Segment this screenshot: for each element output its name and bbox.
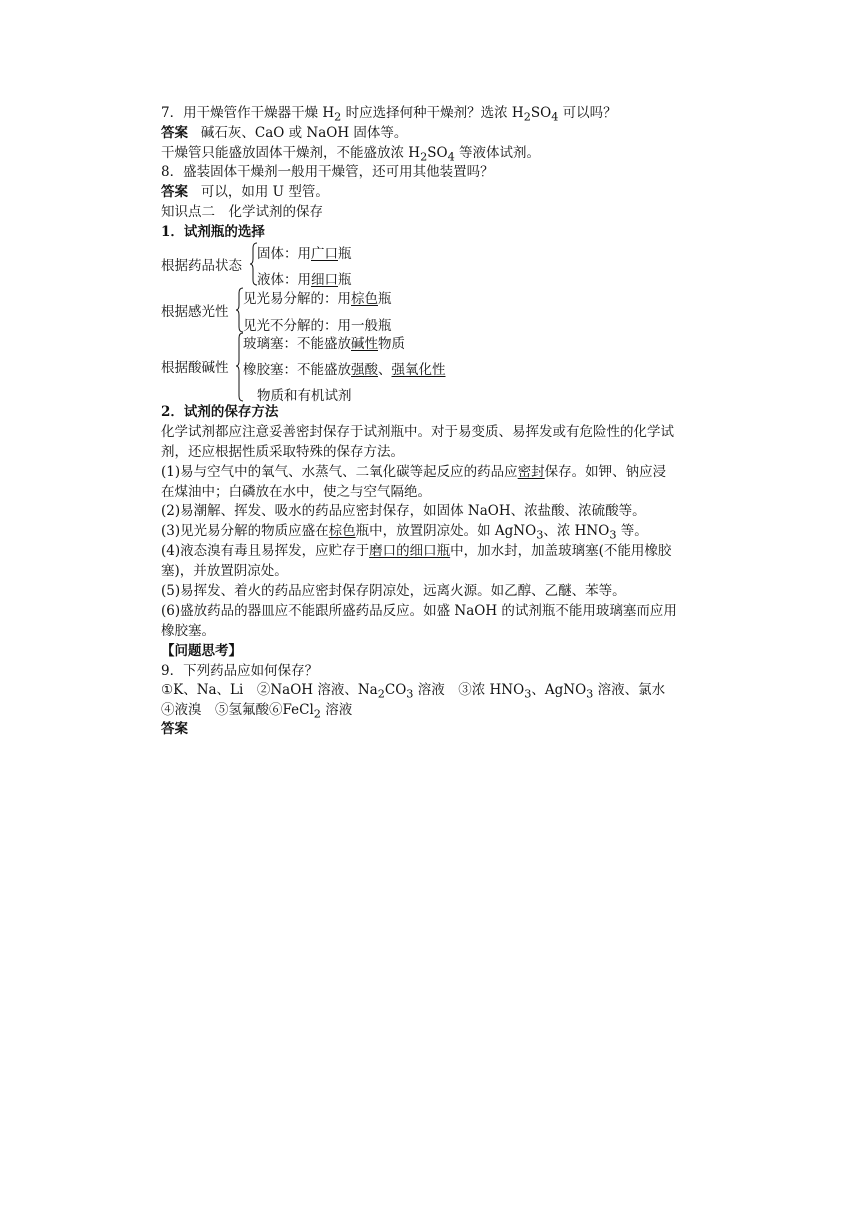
item-6: (6)盛放药品的器皿应不能跟所盛药品反应。如盛 NaOH 的试剂瓶不能用玻璃塞而应用 (161, 603, 677, 619)
question-9: 9．下列药品应如何保存？ (161, 663, 319, 679)
paragraph-line: 化学试剂都应注意妥善密封保存于试剂瓶中。对于易变质、易挥发或有危险性的化学试 (161, 424, 674, 440)
group-label: 根据药品状态 (161, 258, 242, 274)
brace-item: 玻璃塞：不能盛放碱性物质 (243, 336, 405, 352)
group-label: 根据感光性 (161, 304, 229, 320)
question-9-items: ①K、Na、Li ②NaOH 溶液、$Na_2CO_3$ 溶液 ③浓 $HNO_3$、AgNO$_3$ 溶液、氯水 (161, 682, 666, 701)
question-7: 7．用干燥管作干燥器干燥 $H_2$ 时应选择何种干燥剂？选浓 $H_2SO_4$ 可以吗？ (161, 105, 617, 124)
item-2: (2)易潮解、挥发、吸水的药品应密封保存，如固体 NaOH、浓盐酸、浓硫酸等。 (161, 503, 646, 519)
brace-item: 见光不分解的：用一般瓶 (243, 318, 392, 334)
answer-7: 答案 碱石灰、CaO 或 NaOH 固体等。 (161, 125, 408, 141)
brace-item: 见光易分解的：用棕色瓶 (243, 291, 392, 307)
answer-7-note: 干燥管只能盛放固体干燥剂，不能盛放浓 $H_2SO_4$ 等液体试剂。 (161, 145, 541, 164)
paragraph-line: 剂，还应根据性质采取特殊的保存方法。 (161, 444, 404, 460)
brace-group-acid-base (161, 332, 561, 402)
think-heading: 【问题思考】 (161, 643, 242, 659)
answer-9-label: 答案 (161, 721, 188, 737)
brace-item: 物质和有机试剂 (257, 388, 352, 404)
item-3: (3)见光易分解的物质应盛在棕色瓶中，放置阴凉处。如 AgNO$_3$、浓 $HNO_3$ 等。 (161, 523, 648, 542)
item-4-cont: 塞)，并放置阴凉处。 (161, 563, 288, 579)
section-title: 知识点二 化学试剂的保存 (161, 204, 323, 220)
brace-group-light (161, 287, 461, 333)
answer-label: 答案 (161, 184, 188, 200)
item-1-cont: 在煤油中；白磷放在水中，使之与空气隔绝。 (161, 484, 431, 500)
brace-item: 液体：用细口瓶 (257, 272, 352, 288)
brace-group-state (161, 242, 461, 286)
answer-8: 答案 可以，如用 U 型管。 (161, 184, 329, 200)
subsection-title-1: 1．试剂瓶的选择 (161, 224, 265, 240)
item-5: (5)易挥发、着火的药品应密封保存阴凉处，远离火源。如乙醇、乙醚、苯等。 (161, 583, 626, 599)
item-4: (4)液态溴有毒且易挥发，应贮存于磨口的细口瓶中，加水封，加盖玻璃塞(不能用橡胶 (161, 543, 672, 559)
brace-item: 橡胶塞：不能盛放强酸、强氧化性 (243, 362, 446, 378)
subsection-title-2: 2．试剂的保存方法 (161, 404, 279, 420)
answer-label: 答案 (161, 125, 188, 141)
item-1: (1)易与空气中的氧气、水蒸气、二氧化碳等起反应的药品应密封保存。如钾、钠应浸 (161, 464, 667, 480)
item-6-cont: 橡胶塞。 (161, 623, 215, 639)
brace-item: 固体：用广口瓶 (257, 246, 352, 262)
question-8: 8．盛装固体干燥剂一般用干燥管，还可用其他装置吗？ (161, 164, 494, 180)
question-9-items-cont: ④液溴 ⑤氢氟酸⑥FeCl$_2$ 溶液 (161, 702, 353, 721)
group-label: 根据酸碱性 (161, 360, 229, 376)
